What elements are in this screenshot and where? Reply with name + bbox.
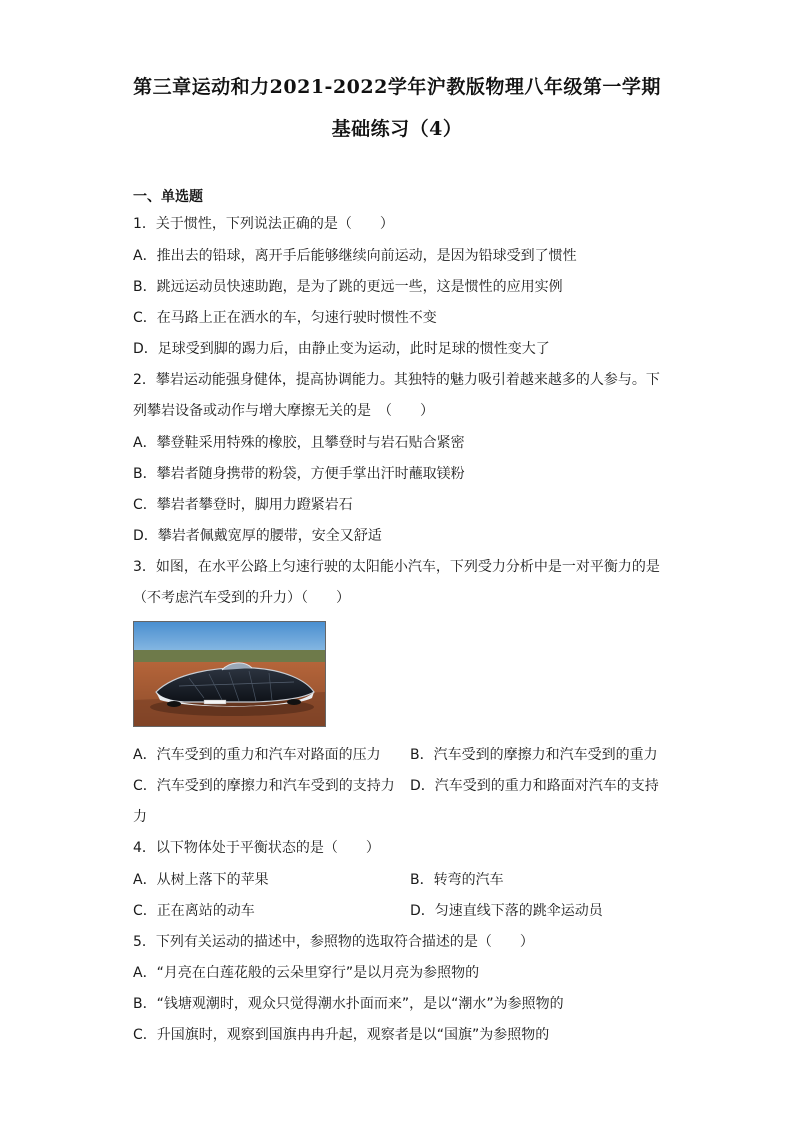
question-1-option-c: C．在马路上正在洒水的车，匀速行驶时惯性不变 — [133, 310, 437, 326]
document-title-line2: 基础练习（4） — [331, 118, 463, 140]
question-2-option-a: A．攀登鞋采用特殊的橡胶，且攀登时与岩石贴合紧密 — [133, 435, 465, 451]
question-2-option-b: B．攀岩者随身携带的粉袋，方便手掌出汗时蘸取镁粉 — [133, 466, 465, 482]
question-2-stem-line1: 2．攀岩运动能强身健体，提高协调能力。其独特的魅力吸引着越来越多的人参与。下 — [133, 372, 660, 388]
question-4-option-c: C．正在离站的动车 — [133, 903, 255, 919]
solar-car-photo — [133, 621, 326, 727]
question-5-stem: 5．下列有关运动的描述中，参照物的选取符合描述的是（ ） — [133, 934, 534, 950]
question-4-option-a: A．从树上落下的苹果 — [133, 872, 269, 888]
document-title-line1: 第三章运动和力2021-2022学年沪教版物理八年级第一学期 — [133, 76, 661, 98]
question-3-stem-line1: 3．如图，在水平公路上匀速行驶的太阳能小汽车，下列受力分析中是一对平衡力的是 — [133, 559, 660, 575]
question-3-stem-line2: （不考虑汽车受到的升力）（ ） — [133, 590, 350, 606]
question-2-option-d: D．攀岩者佩戴宽厚的腰带，安全又舒适 — [133, 528, 382, 544]
question-2-option-c: C．攀岩者攀登时，脚用力蹬紧岩石 — [133, 497, 353, 513]
question-2-stem-line2: 列攀岩设备或动作与增大摩擦无关的是 （ ） — [133, 403, 434, 419]
question-3-option-a: A．汽车受到的重力和汽车对路面的压力 — [133, 747, 381, 763]
question-1-option-a: A．推出去的铅球，离开手后能够继续向前运动，是因为铅球受到了惯性 — [133, 248, 577, 264]
section-heading: 一、单选题 — [133, 189, 203, 205]
question-3-option-c: C．汽车受到的摩擦力和汽车受到的支持力 — [133, 778, 395, 794]
question-1-option-b: B．跳远运动员快速助跑，是为了跳的更远一些，这是惯性的应用实例 — [133, 279, 563, 295]
question-1-stem: 1．关于惯性，下列说法正确的是（ ） — [133, 216, 394, 232]
question-4-option-d: D．匀速直线下落的跳伞运动员 — [410, 903, 603, 919]
question-3-option-b: B．汽车受到的摩擦力和汽车受到的重力 — [410, 747, 658, 763]
question-4-stem: 4．以下物体处于平衡状态的是（ ） — [133, 840, 380, 856]
question-5-option-c: C．升国旗时，观察到国旗冉冉升起，观察者是以“国旗”为参照物的 — [133, 1027, 550, 1043]
question-5-option-b: B．“钱塘观潮时，观众只觉得潮水扑面而来”，是以“潮水”为参照物的 — [133, 996, 564, 1012]
question-3-option-d: D．汽车受到的重力和路面对汽车的支持 — [410, 778, 659, 794]
question-5-option-a: A．“月亮在白莲花般的云朵里穿行”是以月亮为参照物的 — [133, 965, 480, 981]
question-4-option-b: B．转弯的汽车 — [410, 872, 504, 888]
question-3-option-d-continued: 力 — [133, 809, 147, 825]
solar-car-illustration — [134, 622, 325, 726]
question-1-option-d: D．足球受到脚的踢力后，由静止变为运动，此时足球的惯性变大了 — [133, 341, 550, 357]
